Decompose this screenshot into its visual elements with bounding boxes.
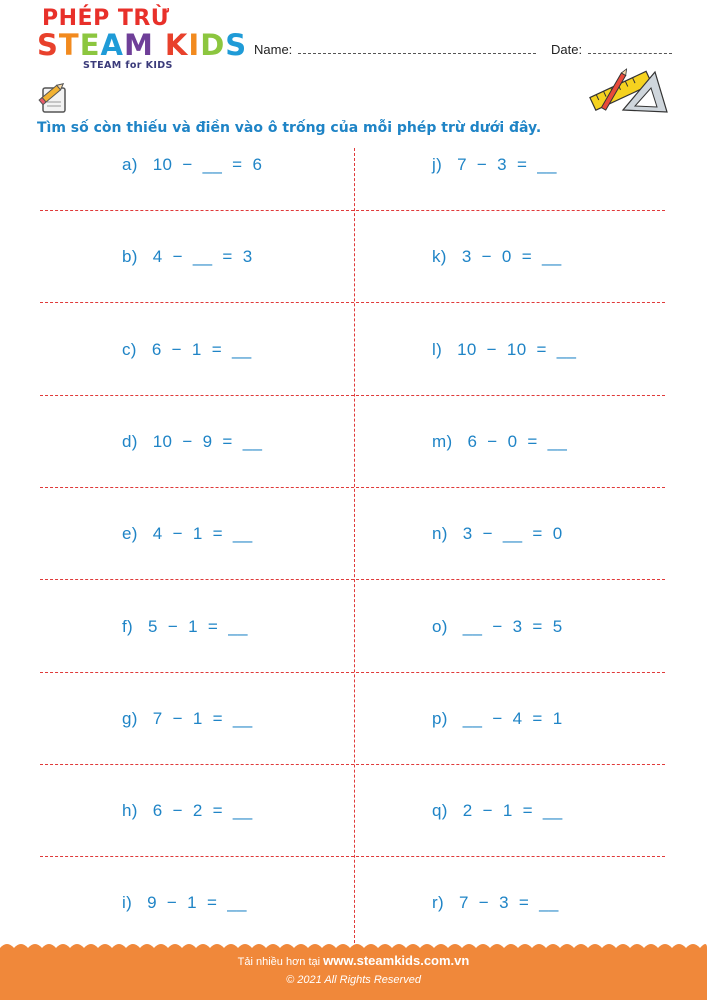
row-divider <box>40 764 665 765</box>
column-divider <box>354 148 355 943</box>
name-line[interactable] <box>298 43 536 54</box>
subtraction-problem: d) 10 − 9 = __ <box>122 431 263 451</box>
subtraction-problem: g) 7 − 1 = __ <box>122 708 253 728</box>
logo-letter: I <box>188 28 201 62</box>
logo-letter: S <box>37 28 59 62</box>
ruler-triangle-icon <box>585 60 675 120</box>
footer-prefix: Tải nhiều hơn tại <box>237 956 324 968</box>
footer-banner <box>0 940 707 1000</box>
pencil-paper-icon <box>37 80 73 116</box>
row-divider <box>40 487 665 488</box>
footer-download-line <box>0 953 707 968</box>
row-divider <box>40 579 665 580</box>
logo-letter: D <box>200 28 226 62</box>
subtraction-problem: c) 6 − 1 = __ <box>122 339 252 359</box>
date-field[interactable] <box>551 42 672 57</box>
name-label: Name: <box>254 42 293 57</box>
date-line[interactable] <box>588 43 672 54</box>
row-divider <box>40 210 665 211</box>
subtraction-problem: a) 10 − __ = 6 <box>122 155 263 174</box>
row-divider <box>40 856 665 857</box>
subtraction-problem: k) 3 − 0 = __ <box>432 247 562 267</box>
subtraction-problem: m) 6 − 0 = __ <box>432 431 568 451</box>
logo-letter: T <box>58 28 80 62</box>
logo-letter: S <box>225 28 248 62</box>
name-field[interactable] <box>254 42 536 57</box>
subtraction-problem: e) 4 − 1 = __ <box>122 524 253 544</box>
subtraction-problem: j) 7 − 3 = __ <box>432 155 557 174</box>
logo-letter: A <box>100 28 124 62</box>
subtraction-problem: p) __ − 4 = 1 <box>432 708 563 728</box>
logo-letter: E <box>79 28 101 62</box>
subtraction-problem: f) 5 − 1 = __ <box>122 616 248 636</box>
subtraction-problem: l) 10 − 10 = __ <box>432 339 577 359</box>
logo-letter: K <box>164 28 189 62</box>
subtraction-problem: b) 4 − __ = 3 <box>122 247 253 267</box>
subtraction-problem: i) 9 − 1 = __ <box>122 893 247 913</box>
row-divider <box>40 395 665 396</box>
instruction-text: Tìm số còn thiếu và điền vào ô trống của mỗi phép trừ dưới đây. <box>37 120 542 136</box>
title-block <box>37 80 73 121</box>
logo-tagline: STEAM for KIDS <box>83 60 173 71</box>
subtraction-problem: h) 6 − 2 = __ <box>122 801 253 821</box>
logo-letter: M <box>123 28 154 62</box>
row-divider <box>40 672 665 673</box>
subtraction-problem: r) 7 − 3 = __ <box>432 893 559 913</box>
logo-wordmark <box>37 28 248 62</box>
logo-letter <box>154 28 165 62</box>
footer-copyright: © 2021 All Rights Reserved <box>286 974 421 986</box>
subtraction-problem: o) __ − 3 = 5 <box>432 616 563 636</box>
page-title: PHÉP TRỪ <box>42 6 170 31</box>
subtraction-problem: n) 3 − __ = 0 <box>432 524 563 544</box>
date-label: Date: <box>551 42 583 57</box>
subtraction-problem: q) 2 − 1 = __ <box>432 801 563 821</box>
footer-site-link[interactable]: www.steamkids.com.vn <box>323 953 470 968</box>
steam-kids-logo <box>37 28 248 71</box>
row-divider <box>40 302 665 303</box>
